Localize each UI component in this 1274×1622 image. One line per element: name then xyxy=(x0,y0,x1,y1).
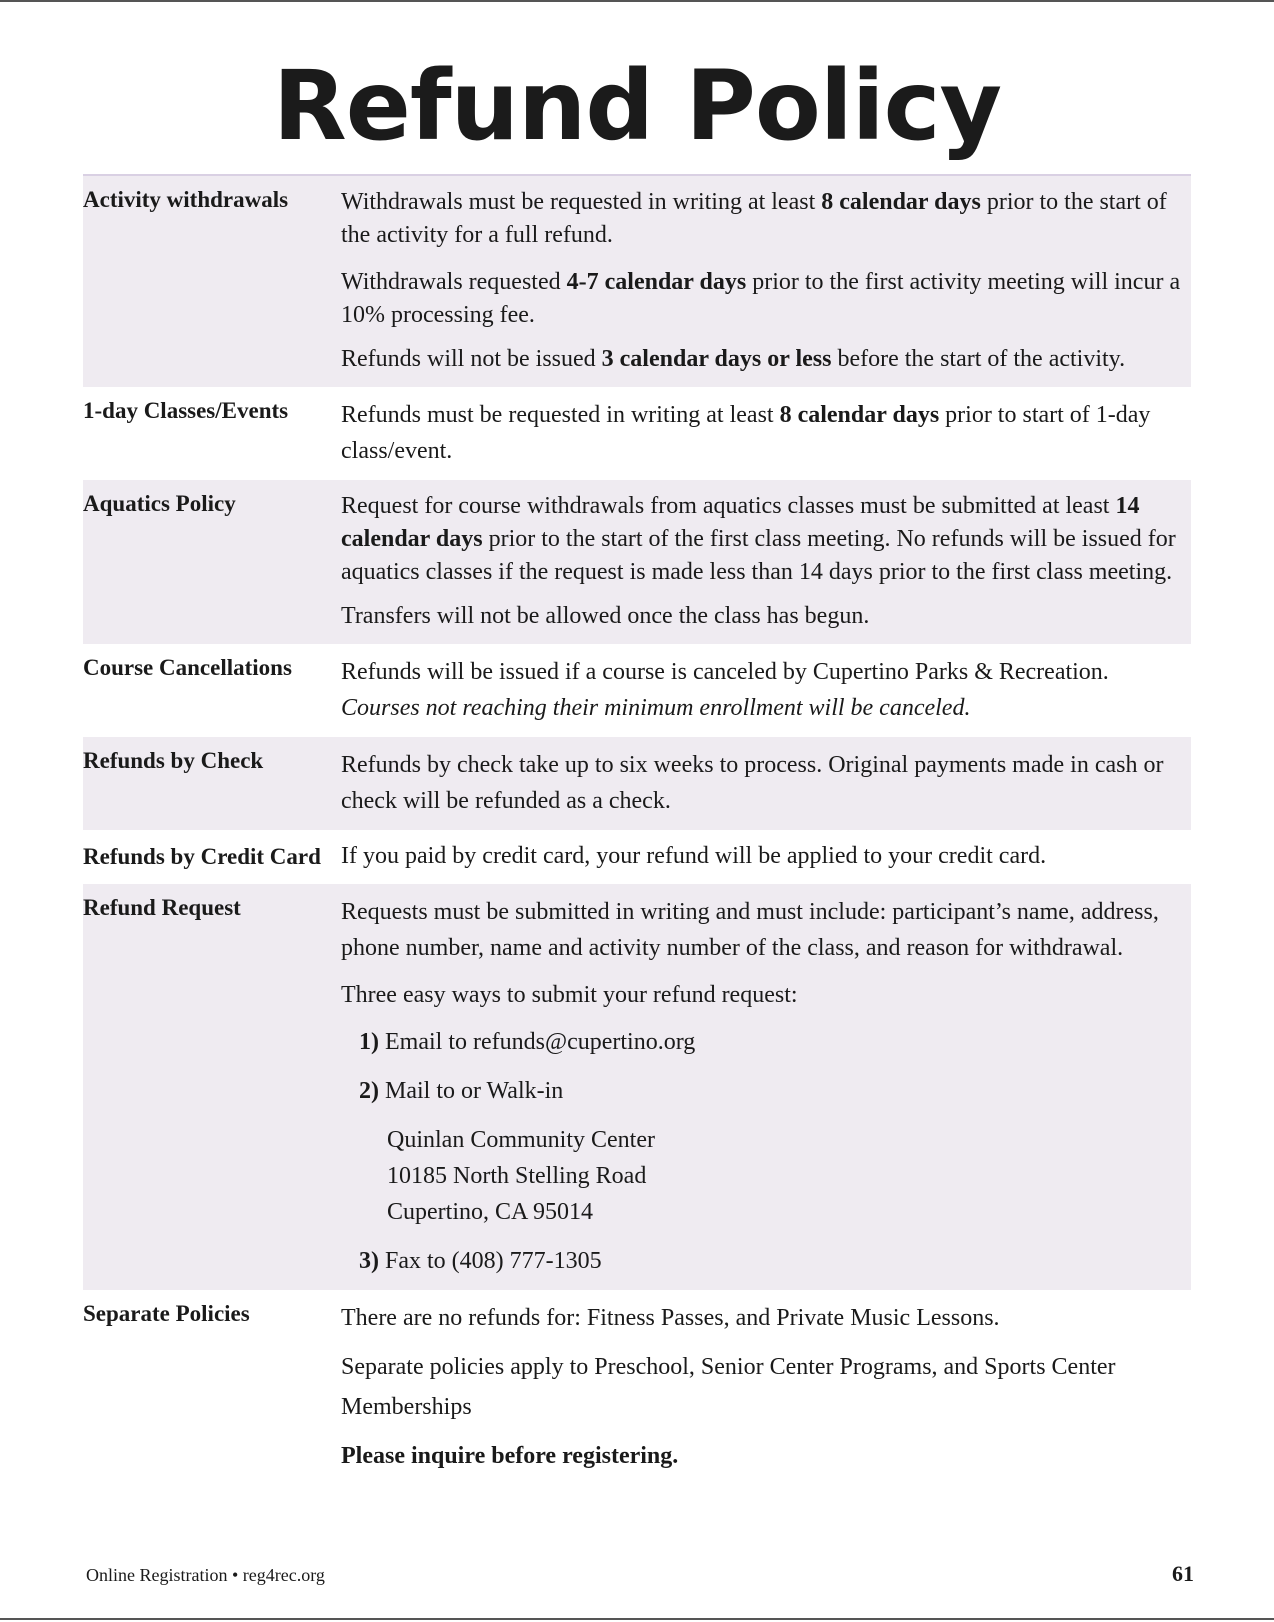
policy-paragraph: Refunds by check take up to six weeks to process. Original payments made in cash or check will be refunded as a check. xyxy=(341,752,1164,814)
policy-paragraph: Separate policies apply to Preschool, Senior Center Programs, and Sports Center Memberships xyxy=(341,1354,1116,1420)
page-title: Refund Policy xyxy=(272,50,1002,162)
list-item: 2) Mail to or Walk-in xyxy=(359,1078,564,1104)
row-content xyxy=(341,894,1191,1279)
row-label: Refund Request xyxy=(83,895,241,920)
policy-row-refunds-by-check xyxy=(83,737,1191,830)
policy-paragraph: If you paid by credit card, your refund will be applied to your credit card. xyxy=(341,843,1047,869)
policy-paragraph: Transfers will not be allowed once the class has begun. xyxy=(341,603,870,629)
row-content xyxy=(341,186,1191,376)
page-number: 61 xyxy=(1172,1561,1194,1586)
policy-paragraph: Three easy ways to submit your refund request: xyxy=(341,982,798,1008)
policy-paragraph: Please inquire before registering. xyxy=(341,1443,679,1469)
policy-paragraph: Request for course withdrawals from aquatics classes must be submitted at least 14 calendar days prior to the start of the first class meeting. No refunds will be issued for aquatics classes if the request is made less than 14 days prior to the first class meeting. xyxy=(341,493,1176,585)
row-label: Activity withdrawals xyxy=(83,187,289,212)
row-label: Separate Policies xyxy=(83,1301,250,1326)
policy-paragraph: Requests must be submitted in writing and must include: participant’s name, address, phone number, name and activity number of the class, and reason for withdrawal. xyxy=(341,899,1159,961)
mailing-address xyxy=(387,1122,1191,1230)
list-item: 3) Fax to (408) 777-1305 xyxy=(359,1248,602,1274)
policy-paragraph: Refunds will be issued if a course is canceled by Cupertino Parks & Recreation. Courses not reaching their minimum enrollment will be canceled. xyxy=(341,659,1109,721)
row-content xyxy=(341,397,1191,469)
policy-paragraph: There are no refunds for: Fitness Passes, and Private Music Lessons. xyxy=(341,1305,1000,1331)
row-content xyxy=(341,490,1191,633)
row-content xyxy=(341,840,1191,873)
policy-paragraph: Refunds will not be issued 3 calendar days or less before the start of the activity. xyxy=(341,346,1126,372)
top-border xyxy=(0,0,1274,2)
address-line: Cupertino, CA 95014 xyxy=(387,1199,594,1225)
policy-table xyxy=(83,176,1191,1485)
policy-paragraph: Withdrawals must be requested in writing at least 8 calendar days prior to the start of the activity for a full refund. xyxy=(341,189,1167,248)
policy-row-activity-withdrawals xyxy=(83,176,1191,387)
row-label: Aquatics Policy xyxy=(83,491,236,516)
row-content xyxy=(341,747,1191,819)
policy-row-course-cancellations xyxy=(83,644,1191,737)
row-content xyxy=(341,1300,1191,1474)
policy-row-aquatics xyxy=(83,480,1191,644)
footer-registration-text: Online Registration • reg4rec.org xyxy=(86,1565,325,1585)
address-line: 10185 North Stelling Road xyxy=(387,1163,647,1189)
address-line: Quinlan Community Center xyxy=(387,1127,655,1153)
policy-row-separate-policies xyxy=(83,1290,1191,1485)
row-label: Refunds by Credit Card xyxy=(83,843,321,869)
row-label: Refunds by Check xyxy=(83,748,264,773)
list-item: 1) Email to refunds@cupertino.org xyxy=(359,1029,696,1055)
policy-row-refunds-by-credit-card xyxy=(83,830,1191,884)
row-content xyxy=(341,654,1191,726)
row-label: 1-day Classes/Events xyxy=(83,398,289,423)
policy-paragraph: Refunds must be requested in writing at least 8 calendar days prior to start of 1-day class/event. xyxy=(341,402,1151,464)
policy-row-1-day-classes xyxy=(83,387,1191,480)
policy-paragraph: Withdrawals requested 4-7 calendar days prior to the first activity meeting will incur a 10% processing fee. xyxy=(341,269,1181,328)
bottom-border xyxy=(0,1618,1274,1620)
policy-row-refund-request xyxy=(83,884,1191,1290)
row-label: Course Cancellations xyxy=(83,655,292,680)
